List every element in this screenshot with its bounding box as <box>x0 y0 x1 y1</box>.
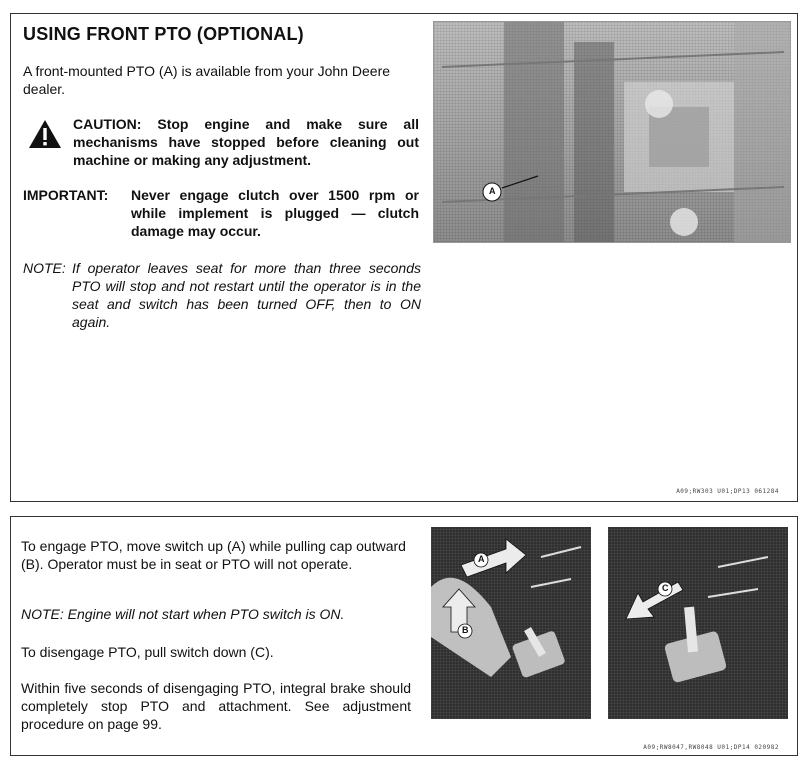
disengage-paragraph: To disengage PTO, pull switch down (C). <box>21 644 274 660</box>
disengage-switch-illustration <box>608 527 788 719</box>
front-pto-photo <box>433 21 791 243</box>
note-text: If operator leaves seat for more than three seconds PTO will stop and not restart until the operator is in the seat and switch has been turned OFF, then to ON again. <box>72 260 421 330</box>
seat-note <box>23 259 421 331</box>
front-pto-illustration <box>434 22 790 242</box>
engage-pto-panel <box>10 516 798 756</box>
figure-code: A09;RW8047,RW8048 U01;DP14 020982 <box>643 744 779 751</box>
figure-code: A09;RW303 U01;DP13 061284 <box>676 488 779 495</box>
engine-note: NOTE: Engine will not start when PTO switch is ON. <box>21 606 345 622</box>
engage-switch-illustration <box>431 527 591 719</box>
engage-switch-photo <box>431 527 591 719</box>
warning-triangle-icon <box>27 118 63 150</box>
callout-c-label: C <box>662 583 669 593</box>
callout-a-label: A <box>478 554 485 564</box>
callout-a-label: A <box>489 186 496 196</box>
important-label: IMPORTANT: <box>23 187 109 203</box>
callout-b-label: B <box>462 625 469 635</box>
intro-paragraph: A front-mounted PTO (A) is available from your John Deere dealer. <box>23 63 391 97</box>
important-notice <box>23 186 419 240</box>
disengage-switch-photo <box>608 527 788 719</box>
caution-text: CAUTION: Stop engine and make sure all mechanisms have stopped before cleaning out machine or making any adjustment. <box>73 116 419 168</box>
note-label: NOTE: <box>23 260 66 276</box>
front-pto-panel <box>10 13 798 502</box>
section-title: USING FRONT PTO (OPTIONAL) <box>23 24 304 44</box>
engage-paragraph: To engage PTO, move switch up (A) while pulling cap outward (B). Operator must be in seat or PTO will not operate. <box>21 538 406 572</box>
important-text: Never engage clutch over 1500 rpm or while implement is plugged — clutch damage may occur. <box>131 187 419 239</box>
brake-paragraph: Within five seconds of disengaging PTO, integral brake should completely stop PTO and attachment. See adjustment procedure on page 99. <box>21 680 411 732</box>
